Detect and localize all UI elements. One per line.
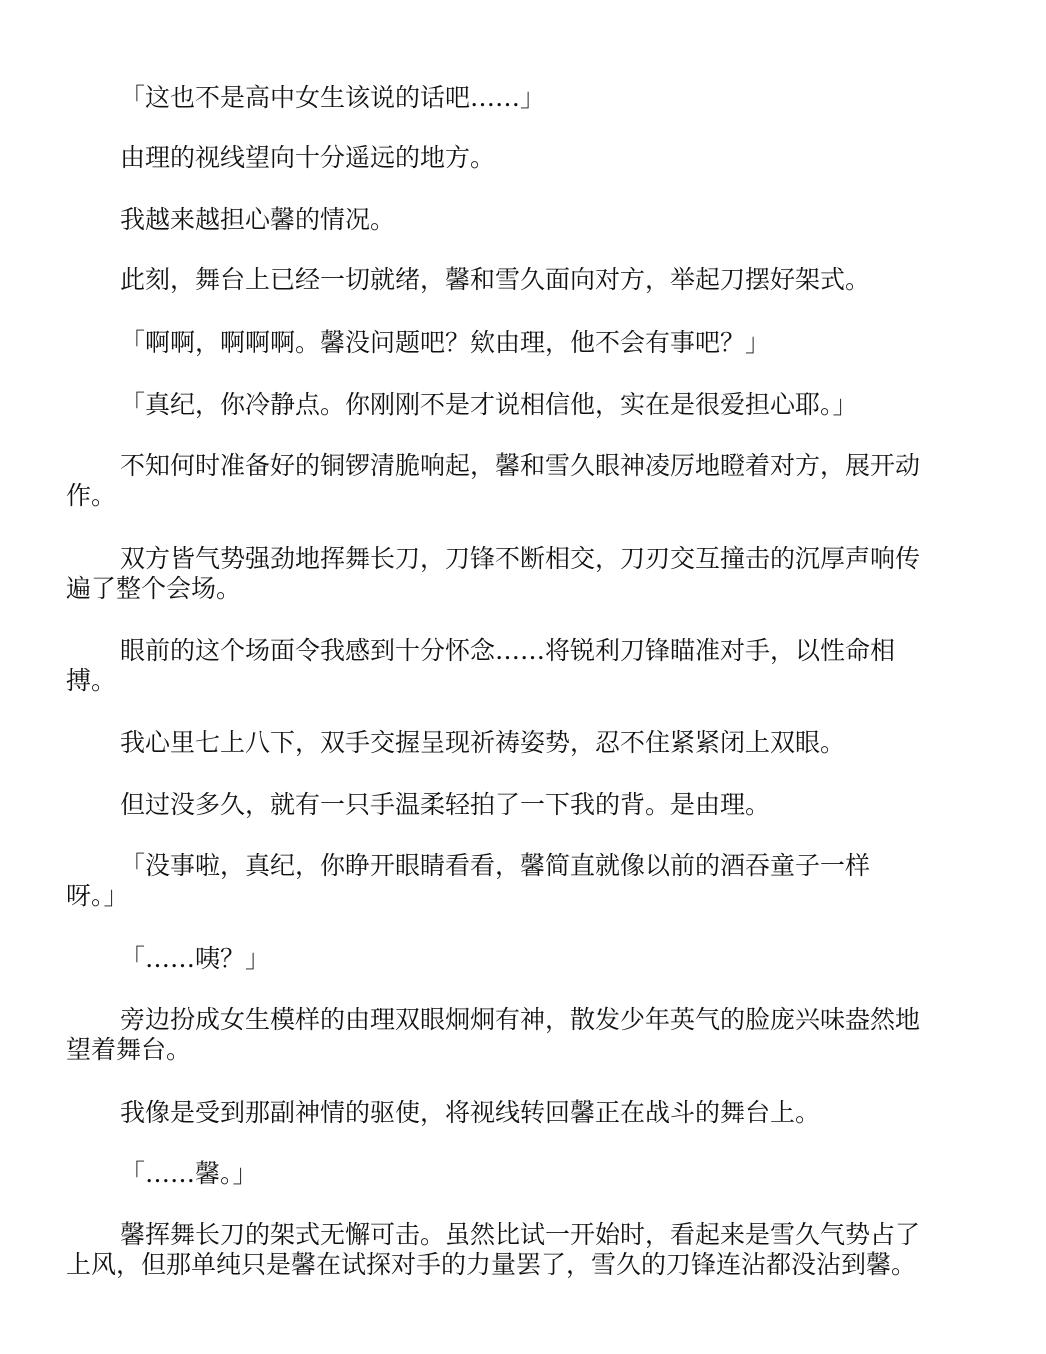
text-line: 由理的视线望向十分遥远的地方。 — [120, 143, 496, 172]
text-line: 「这也不是高中女生该说的话吧……」 — [120, 83, 546, 112]
text-line: 但过没多久，就有一只手温柔轻拍了一下我的背。是由理。 — [120, 790, 771, 819]
text-line: 「……咦？」 — [120, 944, 271, 973]
text-line: 遍了整个会场。 — [66, 574, 242, 603]
text-line: 搏。 — [66, 666, 117, 695]
text-line: 双方皆气势强劲地挥舞长刀，刀锋不断相交，刀刃交互撞击的沉厚声响传 — [120, 544, 921, 573]
text-line: 馨挥舞长刀的架式无懈可击。虽然比试一开始时，看起来是雪久气势占了 — [120, 1220, 921, 1249]
text-line: 呀。」 — [66, 881, 129, 910]
text-line: 此刻，舞台上已经一切就绪，馨和雪久面向对方，举起刀摆好架式。 — [120, 265, 871, 294]
text-line: 「真纪，你冷静点。你刚刚不是才说相信他，实在是很爱担心耶。」 — [120, 390, 858, 419]
text-line: 不知何时准备好的铜锣清脆响起，馨和雪久眼神凌厉地瞪着对方，展开动 — [120, 451, 921, 480]
text-line: 「啊啊，啊啊啊。馨没问题吧？欸由理，他不会有事吧？」 — [120, 328, 771, 357]
text-line: 我像是受到那副神情的驱使，将视线转回馨正在战斗的舞台上。 — [120, 1098, 821, 1127]
text-line: 望着舞台。 — [66, 1035, 192, 1064]
text-line: 「……馨。」 — [120, 1159, 258, 1188]
text-line: 旁边扮成女生模样的由理双眼炯炯有神，散发少年英气的脸庞兴味盎然地 — [120, 1005, 921, 1034]
text-line: 「没事啦，真纪，你睁开眼睛看看，馨简直就像以前的酒吞童子一样 — [120, 851, 871, 880]
text-line: 我越来越担心馨的情况。 — [120, 205, 396, 234]
text-line: 作。 — [66, 481, 117, 510]
text-line: 上风，但那单纯只是馨在试探对手的力量罢了，雪久的刀锋连沾都没沾到馨。 — [66, 1250, 917, 1279]
text-line: 我心里七上八下，双手交握呈现祈祷姿势，忍不住紧紧闭上双眼。 — [120, 728, 846, 757]
text-line: 眼前的这个场面令我感到十分怀念……将锐利刀锋瞄准对手，以性命相 — [120, 636, 896, 665]
